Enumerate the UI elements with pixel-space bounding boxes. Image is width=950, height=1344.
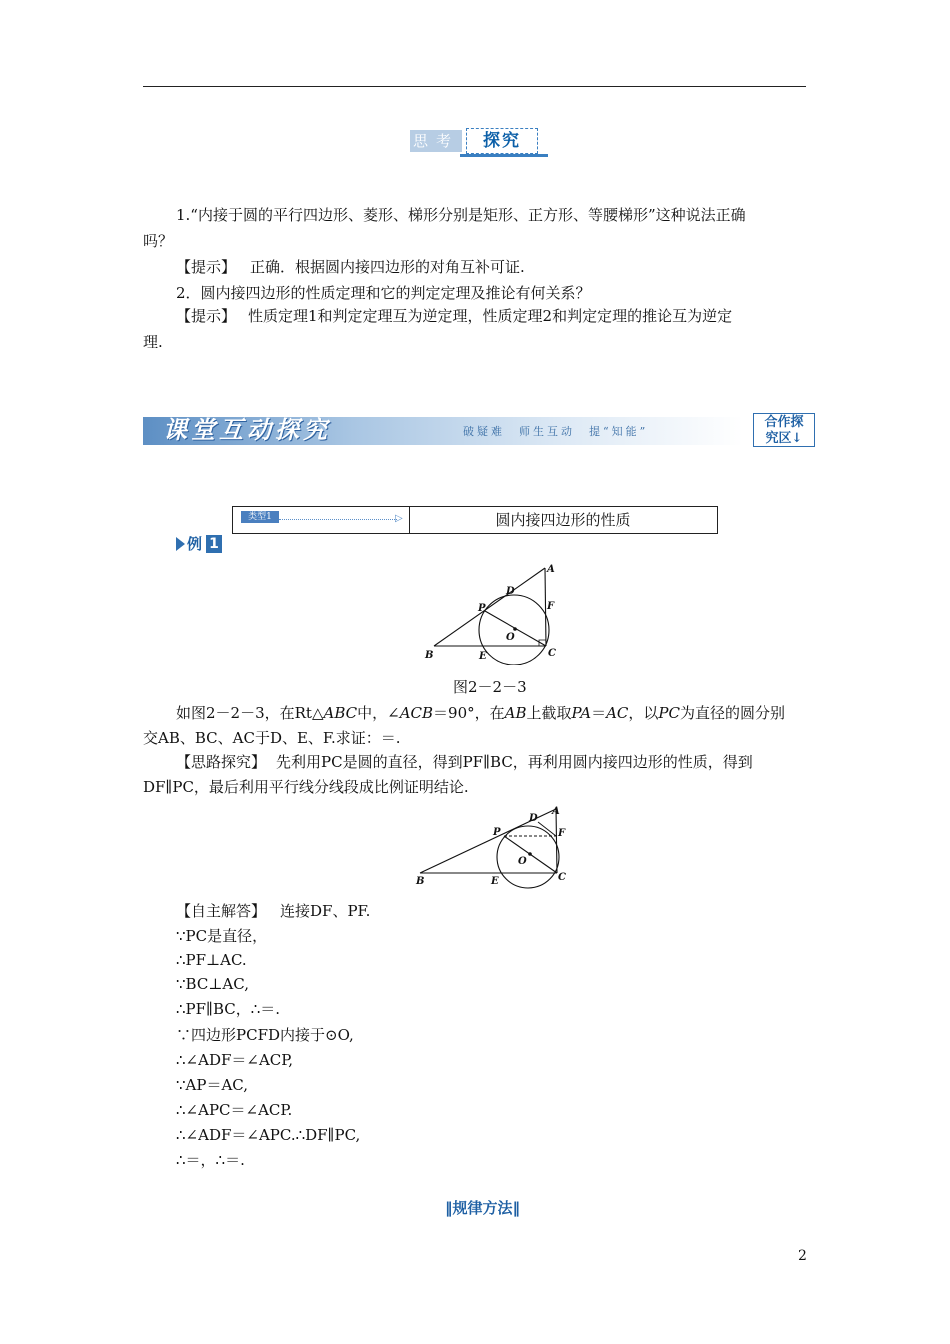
problem-text-g: 上截取	[526, 704, 572, 722]
question-2: 2．圆内接四边形的性质定理和它的判定定理及推论有何关系？	[176, 284, 591, 302]
problem-text-l: PC	[658, 704, 680, 722]
solution-step: ∴∠ADF＝∠ACP,	[176, 1051, 294, 1069]
section-header-think-explore	[410, 128, 542, 158]
problem-text-h: PA	[571, 704, 592, 722]
banner-cooperation-box	[753, 413, 815, 447]
problem-text-j: AC	[606, 704, 629, 722]
idea-label: 【思路探究】	[176, 753, 267, 771]
topic-box-left	[233, 507, 410, 533]
label-P-2: P	[493, 827, 501, 838]
line-AC-2	[556, 809, 557, 873]
solution-step: ∵PC是直径，	[176, 927, 268, 945]
banner-title: 课堂互动探究	[163, 415, 331, 444]
problem-text-e: ＝90°，在	[433, 704, 505, 722]
label-O: O	[506, 632, 515, 643]
figure-2-2-3	[420, 560, 570, 665]
section-header-right: 探究	[466, 128, 538, 154]
center-dot-O-2	[528, 852, 532, 856]
triangle-marker-icon	[176, 537, 185, 551]
banner-classroom	[143, 413, 815, 449]
question-1-line2: 吗？	[143, 232, 174, 250]
problem-text-c: 中，∠	[357, 704, 400, 722]
question-1-line1: 1.“内接于圆的平行四边形、菱形、梯形分别是矩形、正方形、等腰梯形”这种说法正确	[176, 206, 746, 224]
problem-text-d: ACB	[399, 704, 434, 722]
problem-text-k: ，以	[628, 704, 659, 722]
idea-line1	[176, 752, 753, 772]
hint-2-text: 性质定理1和判定定理互为逆定理，性质定理2和判定定理的推论互为逆定	[248, 307, 733, 325]
law-method-heading: ‖规律方法‖	[445, 1199, 521, 1217]
label-E: E	[479, 651, 487, 662]
hint-2-label: 【提示】	[176, 307, 237, 325]
topic-dotted-line	[279, 519, 397, 520]
problem-text-f: AB	[504, 704, 527, 722]
topic-tag: 类型1	[241, 511, 279, 523]
label-D-2: D	[529, 813, 538, 824]
label-P: P	[478, 603, 486, 614]
example-number: 1	[206, 535, 222, 553]
solution-step: ∴＝，∴＝.	[176, 1151, 245, 1169]
circle-O-2	[497, 826, 559, 888]
solution-step: ∴∠ADF＝∠APC.∴DF∥PC,	[176, 1126, 361, 1144]
solution-label: 【自主解答】	[176, 902, 267, 920]
banner-subtitle: 破疑难 师生互动 提“知能”	[463, 425, 649, 438]
solution-intro-text: 连接DF、PF.	[280, 902, 371, 920]
solution-intro	[176, 901, 370, 921]
label-F-2: F	[558, 828, 566, 839]
line-BA	[434, 568, 545, 646]
problem-line1	[176, 703, 785, 723]
problem-text-b: ABC	[323, 704, 358, 722]
label-F: F	[547, 601, 555, 612]
hint-1-text: 正确．根据圆内接四边形的对角互补可证.	[250, 258, 525, 276]
hint-2-line2: 理.	[143, 333, 163, 351]
solution-step: ∵AP＝AC,	[176, 1076, 249, 1094]
line-AC	[545, 568, 546, 646]
label-A: A	[547, 564, 555, 575]
problem-text-a: 如图2－2－3，在Rt△	[176, 704, 324, 722]
solution-step: ∴∠APC＝∠ACP.	[176, 1101, 293, 1119]
idea-line2: DF∥PC，最后利用平行线分线段成比例证明结论.	[143, 778, 469, 796]
idea-text: 先利用PC是圆的直径，得到PF∥BC，再利用圆内接四边形的性质，得到	[276, 753, 753, 771]
banner-box-line2: 究区↓	[765, 431, 803, 446]
label-D: D	[506, 586, 515, 597]
solution-step: ∴PF⊥AC.	[176, 951, 247, 969]
problem-line2: 交AB、BC、AC于D、E、F.求证：＝.	[143, 729, 401, 747]
example-label-text: 例	[187, 535, 203, 553]
solution-step: ∵BC⊥AC,	[176, 975, 249, 993]
label-A-2: A	[552, 806, 560, 817]
center-dot-O	[513, 627, 517, 631]
solution-step: ∴PF∥BC，∴＝.	[176, 1000, 281, 1018]
problem-text-i: ＝	[591, 704, 607, 722]
arrow-right-icon: ▷	[395, 513, 403, 524]
hint-1-label: 【提示】	[176, 258, 237, 276]
header-rule	[143, 86, 806, 87]
label-C: C	[548, 648, 556, 659]
section-header-underline	[460, 154, 548, 157]
figure-caption: 图2－2－3	[453, 678, 527, 696]
solution-step: ∵四边形PCFD内接于⊙O,	[176, 1026, 354, 1044]
label-O-2: O	[518, 856, 527, 867]
problem-text-m: 为直径的圆分别	[680, 704, 786, 722]
topic-box	[232, 506, 718, 534]
section-header-left: 思考	[410, 130, 462, 152]
label-B: B	[425, 650, 434, 661]
topic-title: 圆内接四边形的性质	[495, 511, 631, 529]
page-number: 2	[798, 1248, 807, 1264]
figure-solution	[410, 800, 580, 890]
hint-2-line1	[176, 306, 732, 326]
hint-1	[176, 257, 525, 277]
banner-box-line1: 合作探	[764, 415, 804, 430]
label-C-2: C	[558, 872, 566, 883]
label-B-2: B	[416, 876, 425, 887]
label-E-2: E	[491, 876, 499, 887]
